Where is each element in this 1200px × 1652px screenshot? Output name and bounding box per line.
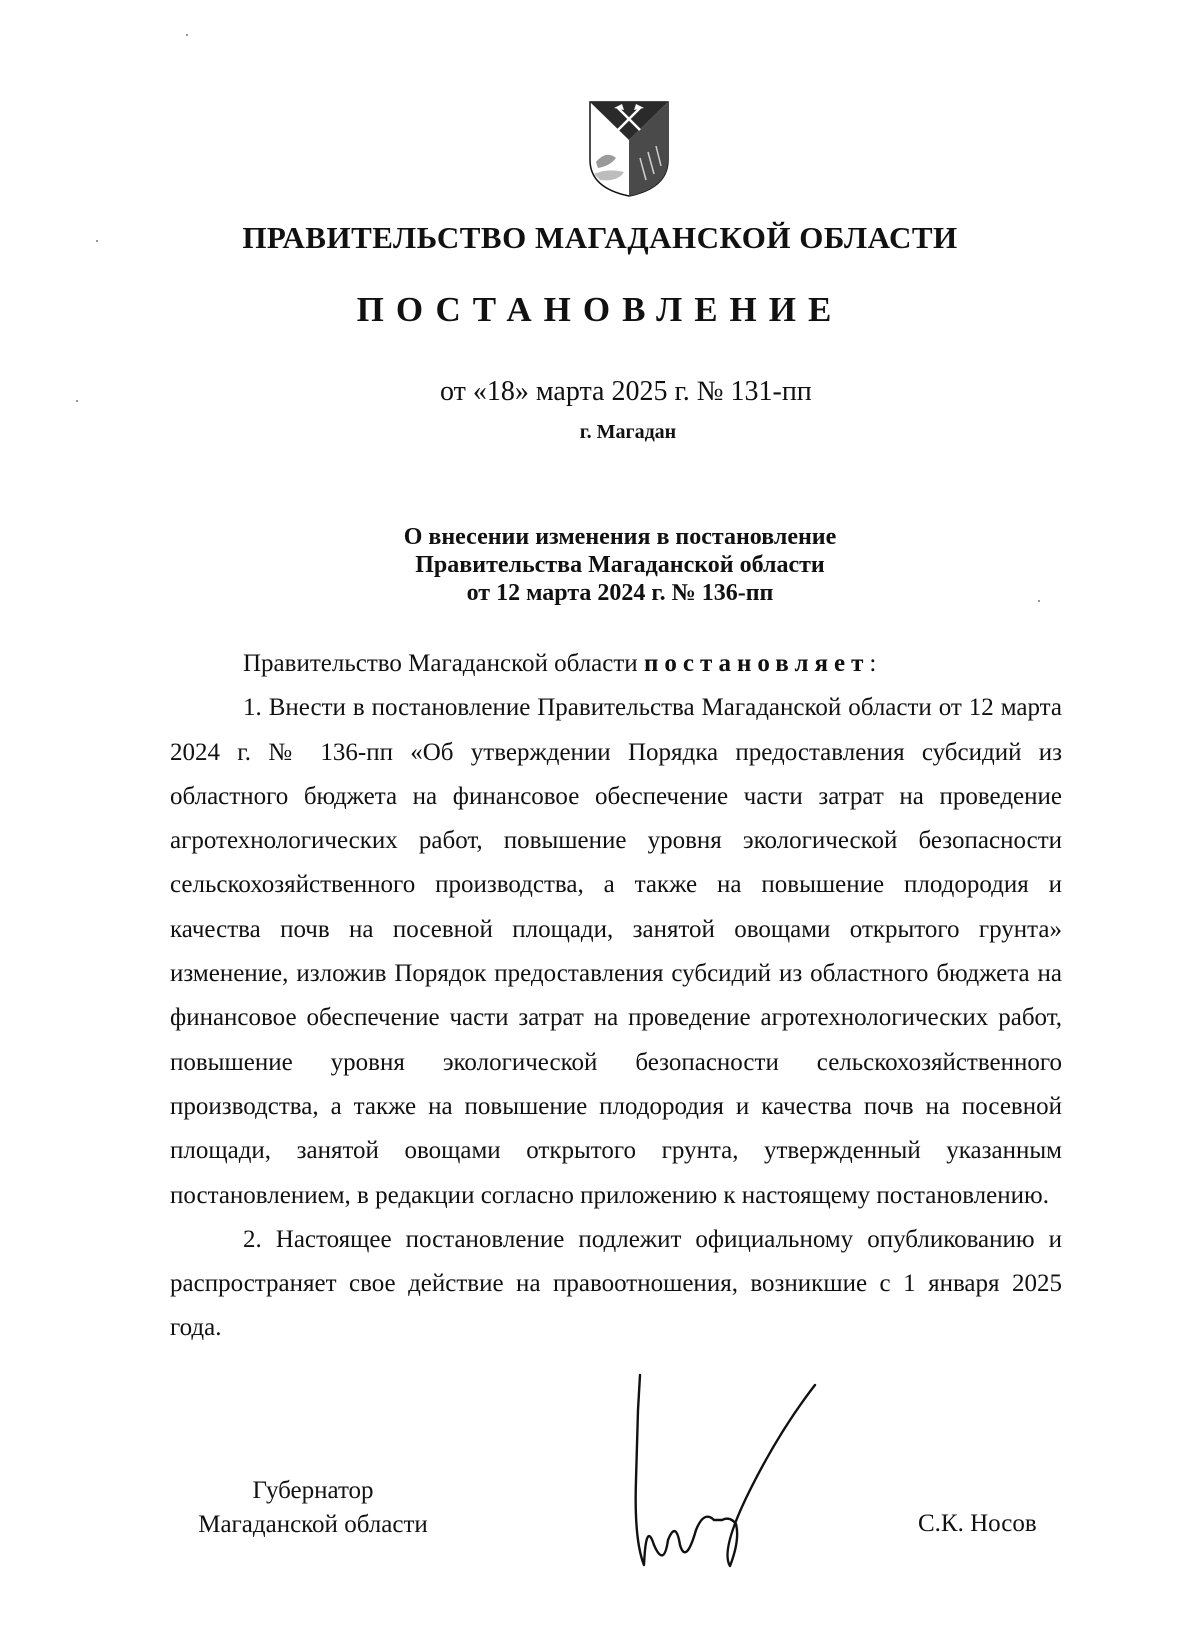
document-title [0, 523, 1200, 607]
document-city: г. Магадан [579, 421, 677, 443]
coat-of-arms-icon [588, 100, 670, 198]
scan-speck [1038, 600, 1040, 602]
title-line-3: от 12 марта 2024 г. № 136-пп [466, 580, 774, 606]
scan-speck [96, 240, 98, 242]
signatory-position-line-2: Магаданской области [198, 1511, 428, 1538]
intro-suffix: : [869, 650, 877, 677]
document-date-number: от «18» марта 2025 г. № 131-пп [440, 376, 812, 407]
intro-keyword: постановляет [643, 650, 870, 677]
organization-name: ПРАВИТЕЛЬСТВО МАГАДАНСКОЙ ОБЛАСТИ [242, 220, 958, 255]
signatory-position-line-1: Губернатор [252, 1477, 374, 1504]
title-line-1: О внесении изменения в постановление [403, 524, 837, 550]
intro-prefix: Правительство Магаданской области [243, 650, 644, 677]
intro-paragraph [170, 642, 1062, 686]
handwritten-signature [610, 1370, 850, 1570]
signatory-position [178, 1474, 448, 1542]
item-1-paragraph: 1. Внести в постановление Правительства Магаданской области от 12 марта 2024 г. № 136-пп «Об утверждении Порядка предоставления субсидий из областного бюджета на финансовое обеспечение части затрат на проведение агротехнологических работ, повышение уровня экологической безопасности сельскохозяйственного производства, а также на повышение плодородия и качества почв на посевной площади, занятой овощами открытого грунта» изменение, изложив Порядок предоставления субсидий из областного бюджета на финансовое обеспечение части затрат на проведение агротехнологических работ, повышение уровня экологической безопасности сельскохозяйственного производства, а также на повышение плодородия и качества почв на посевной площади, занятой овощами открытого грунта, утвержденный указанным постановлением, в редакции согласно приложению к настоящему постановлению. [170, 694, 1062, 1209]
scan-speck [186, 34, 188, 36]
signatory-name: С.К. Носов [918, 1510, 1037, 1537]
item-2-paragraph: 2. Настоящее постановление подлежит официальному опубликованию и распространяет свое действие на правоотношения, возникшие с 1 января 2025 года. [170, 1225, 1062, 1342]
title-line-2: Правительства Магаданской области [415, 552, 825, 578]
document-body [170, 642, 1062, 1351]
document-type: ПОСТАНОВЛЕНИЕ [356, 290, 844, 329]
scan-speck [76, 400, 78, 402]
